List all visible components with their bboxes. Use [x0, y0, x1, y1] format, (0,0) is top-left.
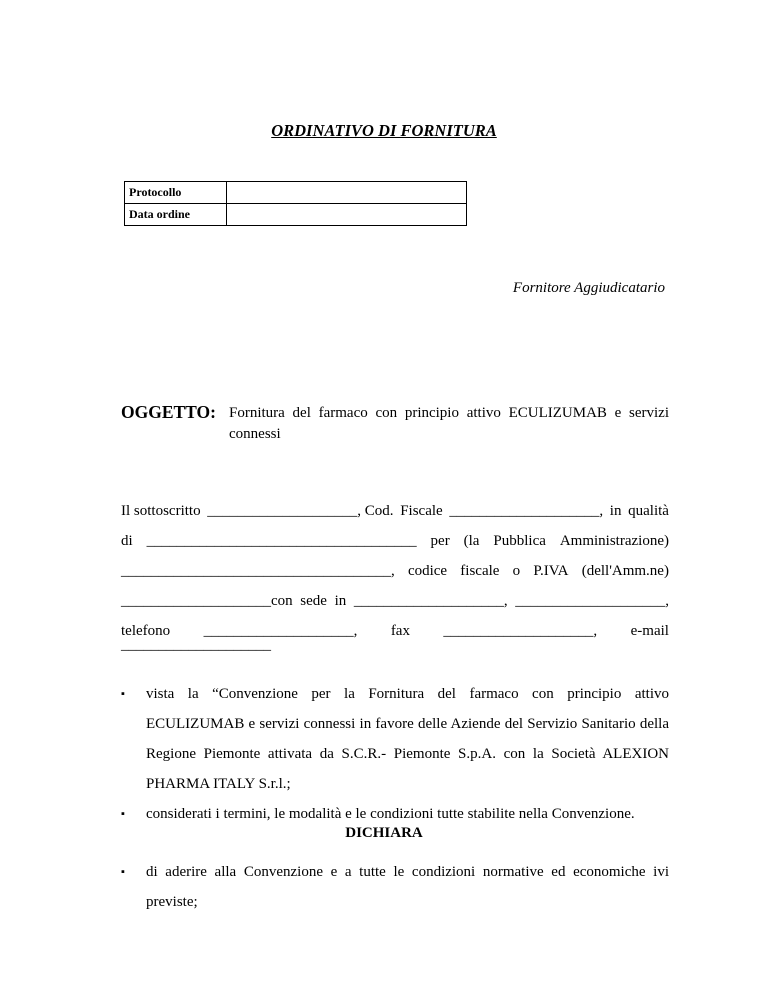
- form-blank: ____________________con: [121, 593, 293, 609]
- form-text: di: [121, 533, 133, 549]
- bullet-icon: ▪: [121, 688, 125, 700]
- form-text: Fiscale: [400, 503, 443, 519]
- form-text: (la: [463, 533, 480, 549]
- bullet-icon: ▪: [121, 808, 125, 820]
- form-text: Il sottoscritto: [121, 503, 201, 519]
- order-meta-table: [124, 181, 467, 226]
- form-text: per: [430, 533, 450, 549]
- form-text: (dell'Amm.ne): [581, 563, 669, 579]
- form-line-3: [121, 563, 669, 580]
- form-text: in: [334, 593, 347, 609]
- oggetto-text: Fornitura del farmaco con principio attivo ECULIZUMAB e servizi connessi: [229, 405, 669, 442]
- form-text: in: [609, 503, 622, 519]
- bullet-text: considerati i termini, le modalità e le condizioni tutte stabilite nella Convenzione.: [146, 806, 635, 822]
- protocollo-field[interactable]: [227, 182, 467, 204]
- form-line-2: [121, 533, 669, 550]
- form-text: fiscale: [460, 563, 500, 579]
- supplier-label: Fornitore Aggiudicatario: [512, 280, 665, 296]
- form-text: codice: [407, 563, 448, 579]
- form-line-4: [121, 593, 669, 610]
- form-blank: ____________________, Cod.: [207, 503, 394, 519]
- form-text: P.IVA: [533, 563, 569, 579]
- oggetto-label: OGGETTO:: [121, 402, 216, 422]
- form-blank: ____________________,: [203, 623, 358, 639]
- form-blank: ____________________________________: [146, 533, 417, 549]
- form-text: fax: [390, 623, 410, 639]
- data-ordine-field[interactable]: [227, 204, 467, 226]
- form-blank: ____________________,: [515, 593, 669, 609]
- bullet-text: vista la “Convenzione per la Fornitura del farmaco con principio attivo ECULIZUMAB e servizi connessi in favore delle Aziende del Servizio Sanitario della Regione Piemonte attivata da S.C.R.- Piemonte S.p.A. con la Società ALEXION PHARMA ITALY S.r.l.;: [146, 686, 669, 792]
- form-blank: ____________________,: [443, 623, 598, 639]
- bullet-item: [121, 857, 669, 917]
- protocollo-label: Protocollo: [125, 182, 227, 204]
- form-text: qualità: [628, 503, 669, 519]
- form-text: Pubblica: [493, 533, 546, 549]
- form-text: o: [512, 563, 521, 579]
- dichiara-heading: DICHIARA: [345, 825, 423, 841]
- form-line-1: [121, 503, 669, 520]
- document-title: ORDINATIVO DI FORNITURA: [271, 121, 497, 140]
- bullet-item: [121, 679, 669, 799]
- data-ordine-label: Data ordine: [125, 204, 227, 226]
- protocollo-row: [125, 182, 467, 204]
- form-blank: ____________________,: [449, 503, 604, 519]
- bullet-text: di aderire alla Convenzione e a tutte le condizioni normative ed economiche ivi previste;: [146, 864, 669, 910]
- form-text: sede: [300, 593, 327, 609]
- form-blank: ____________________: [121, 637, 271, 653]
- form-text: e-mail: [630, 623, 669, 639]
- form-blank: ____________________________________,: [121, 563, 395, 579]
- form-line-6: [121, 637, 669, 654]
- data-ordine-row: [125, 204, 467, 226]
- form-text: Amministrazione): [559, 533, 669, 549]
- form-blank: ____________________,: [353, 593, 508, 609]
- form-text: telefono: [121, 623, 171, 639]
- bullet-icon: ▪: [121, 866, 125, 878]
